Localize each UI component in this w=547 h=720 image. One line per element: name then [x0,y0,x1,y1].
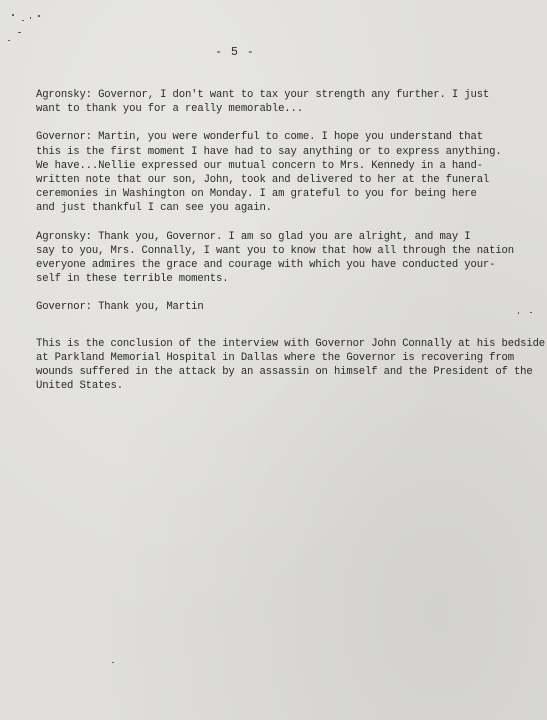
paragraph-agronsky-2 [36,230,516,287]
text-line: and just thankful I can see you again. [36,202,272,215]
text-line: United States. [36,380,123,393]
paragraph-agronsky-1 [36,88,516,116]
scan-speck [22,20,24,21]
text-line: We have...Nellie expressed our mutual concern to Mrs. Kennedy in a hand- [36,159,483,172]
scan-speck [30,17,31,19]
text-line: Governor: Thank you, Martin [36,301,204,314]
text-line: want to thank you for a really memorable... [36,103,303,116]
text-line: written note that our son, John, took and delivered to her at the funeral [36,174,490,187]
closing-paragraph [36,337,545,394]
scan-speck [8,40,10,41]
scan-speck [38,15,40,17]
scan-speck [18,32,21,33]
text-line: wounds suffered in the attack by an assassin on himself and the President of the [36,366,533,379]
scan-speck [518,312,519,314]
text-line: Governor: Martin, you were wonderful to come. I hope you understand that [36,131,483,144]
scan-speck [12,14,14,16]
text-line: everyone admires the grace and courage with which you have conducted your- [36,259,496,272]
text-line: Agronsky: Governor, I don't want to tax your strength any further. I just [36,89,490,101]
text-line: This is the conclusion of the interview with Governor John Connally at his bedside [36,337,545,350]
text-line: at Parkland Memorial Hospital in Dallas where the Governor is recovering from [36,351,514,364]
page-number: - 5 - [215,46,255,59]
text-line: ceremonies in Washington on Monday. I am grateful to you for being here [36,188,477,201]
scan-speck [530,312,532,313]
text-line: say to you, Mrs. Connally, I want you to know that how all through the nation [36,244,514,257]
text-line: self in these terrible moments. [36,273,229,286]
document-body [36,88,545,407]
scan-speck [112,662,114,663]
paragraph-governor-1 [36,130,516,215]
paragraph-governor-2 [36,300,516,314]
text-line: Agronsky: Thank you, Governor. I am so glad you are alright, and may I [36,230,471,243]
text-line: this is the first moment I have had to say anything or to express anything. [36,145,502,158]
